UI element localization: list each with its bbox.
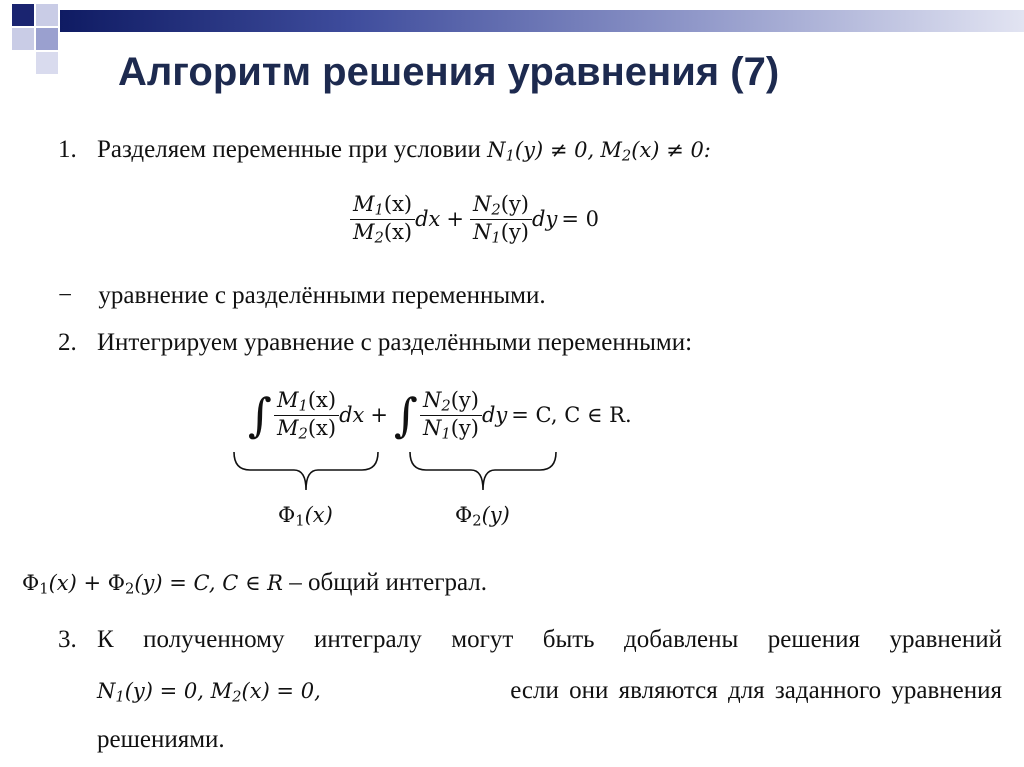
dash-symbol: − (58, 282, 73, 309)
step3-line1: К полученному интегралу могут быть добавлены решения уравнений (97, 626, 1002, 653)
corner-square-light (36, 4, 58, 26)
plus-sign: + (370, 403, 388, 427)
step3-conditions: $N_1(y) = 0$, $M_2(x) = 0$, (97, 679, 321, 706)
general-integral-line (22, 570, 487, 597)
step2-text: Интегрируем уравнение с разделёнными переменными: (97, 329, 693, 356)
phi1-label: $\Phi_1(x)$ (278, 503, 333, 530)
corner-square-dark (12, 4, 34, 26)
step1-condition-b: $M_2(x) \ne 0$: (600, 138, 711, 165)
dx: dx (415, 207, 441, 231)
step3-number: 3. (58, 626, 77, 653)
general-integral-formula: $\Phi_1(x) + \Phi_2(y) = C$, C ∈ R (22, 571, 283, 598)
step1-condition-a: $N_1(y) \ne 0$, (487, 138, 595, 165)
step1-number: 1. (58, 136, 77, 163)
fraction-m1-m2: $\frac{M_1(x)}{M_2(x)}$ (350, 192, 415, 246)
dx: dx (339, 403, 365, 427)
corner-square-light (36, 52, 58, 74)
step3-line2 (97, 678, 1002, 705)
fraction-n2-n1: $\frac{N_2(y)}{N_1(y)}$ (420, 388, 482, 442)
dy: dy (532, 207, 558, 231)
equation-separated (350, 182, 605, 256)
fraction-m1-m2: $\frac{M_1(x)}{M_2(x)}$ (274, 388, 339, 442)
dash-line (58, 283, 546, 308)
step1-text: Разделяем переменные при условии (97, 136, 481, 163)
phi2-label: $\Phi_2(y)$ (455, 503, 510, 530)
step1-line (58, 137, 711, 164)
underbrace-right (408, 450, 558, 496)
corner-square-light (12, 28, 34, 50)
dy: dy (481, 403, 508, 427)
header-bar (60, 10, 1024, 32)
step3-line3: решениями. (97, 726, 225, 753)
integral-sign: ∫ (248, 388, 272, 442)
corner-square-dark (36, 28, 58, 50)
step3-line2-text: если они являются для заданного уравнения (510, 677, 1002, 704)
underbrace-left (232, 450, 380, 496)
step2-line (58, 330, 692, 355)
equals-c: = C, C ∈ R. (511, 403, 632, 427)
plus-sign: + (446, 207, 465, 231)
page-title: Алгоритм решения уравнения (7) (118, 50, 780, 94)
step2-number: 2. (58, 329, 77, 356)
fraction-n2-n1: $\frac{N_2(y)}{N_1(y)}$ (470, 192, 532, 246)
equals-zero: = 0 (561, 207, 599, 231)
dash-text: уравнение с разделёнными переменными. (98, 282, 546, 309)
equation-integrated (248, 378, 638, 452)
general-integral-text: – общий интеграл. (289, 569, 488, 596)
integral-sign: ∫ (393, 388, 418, 442)
